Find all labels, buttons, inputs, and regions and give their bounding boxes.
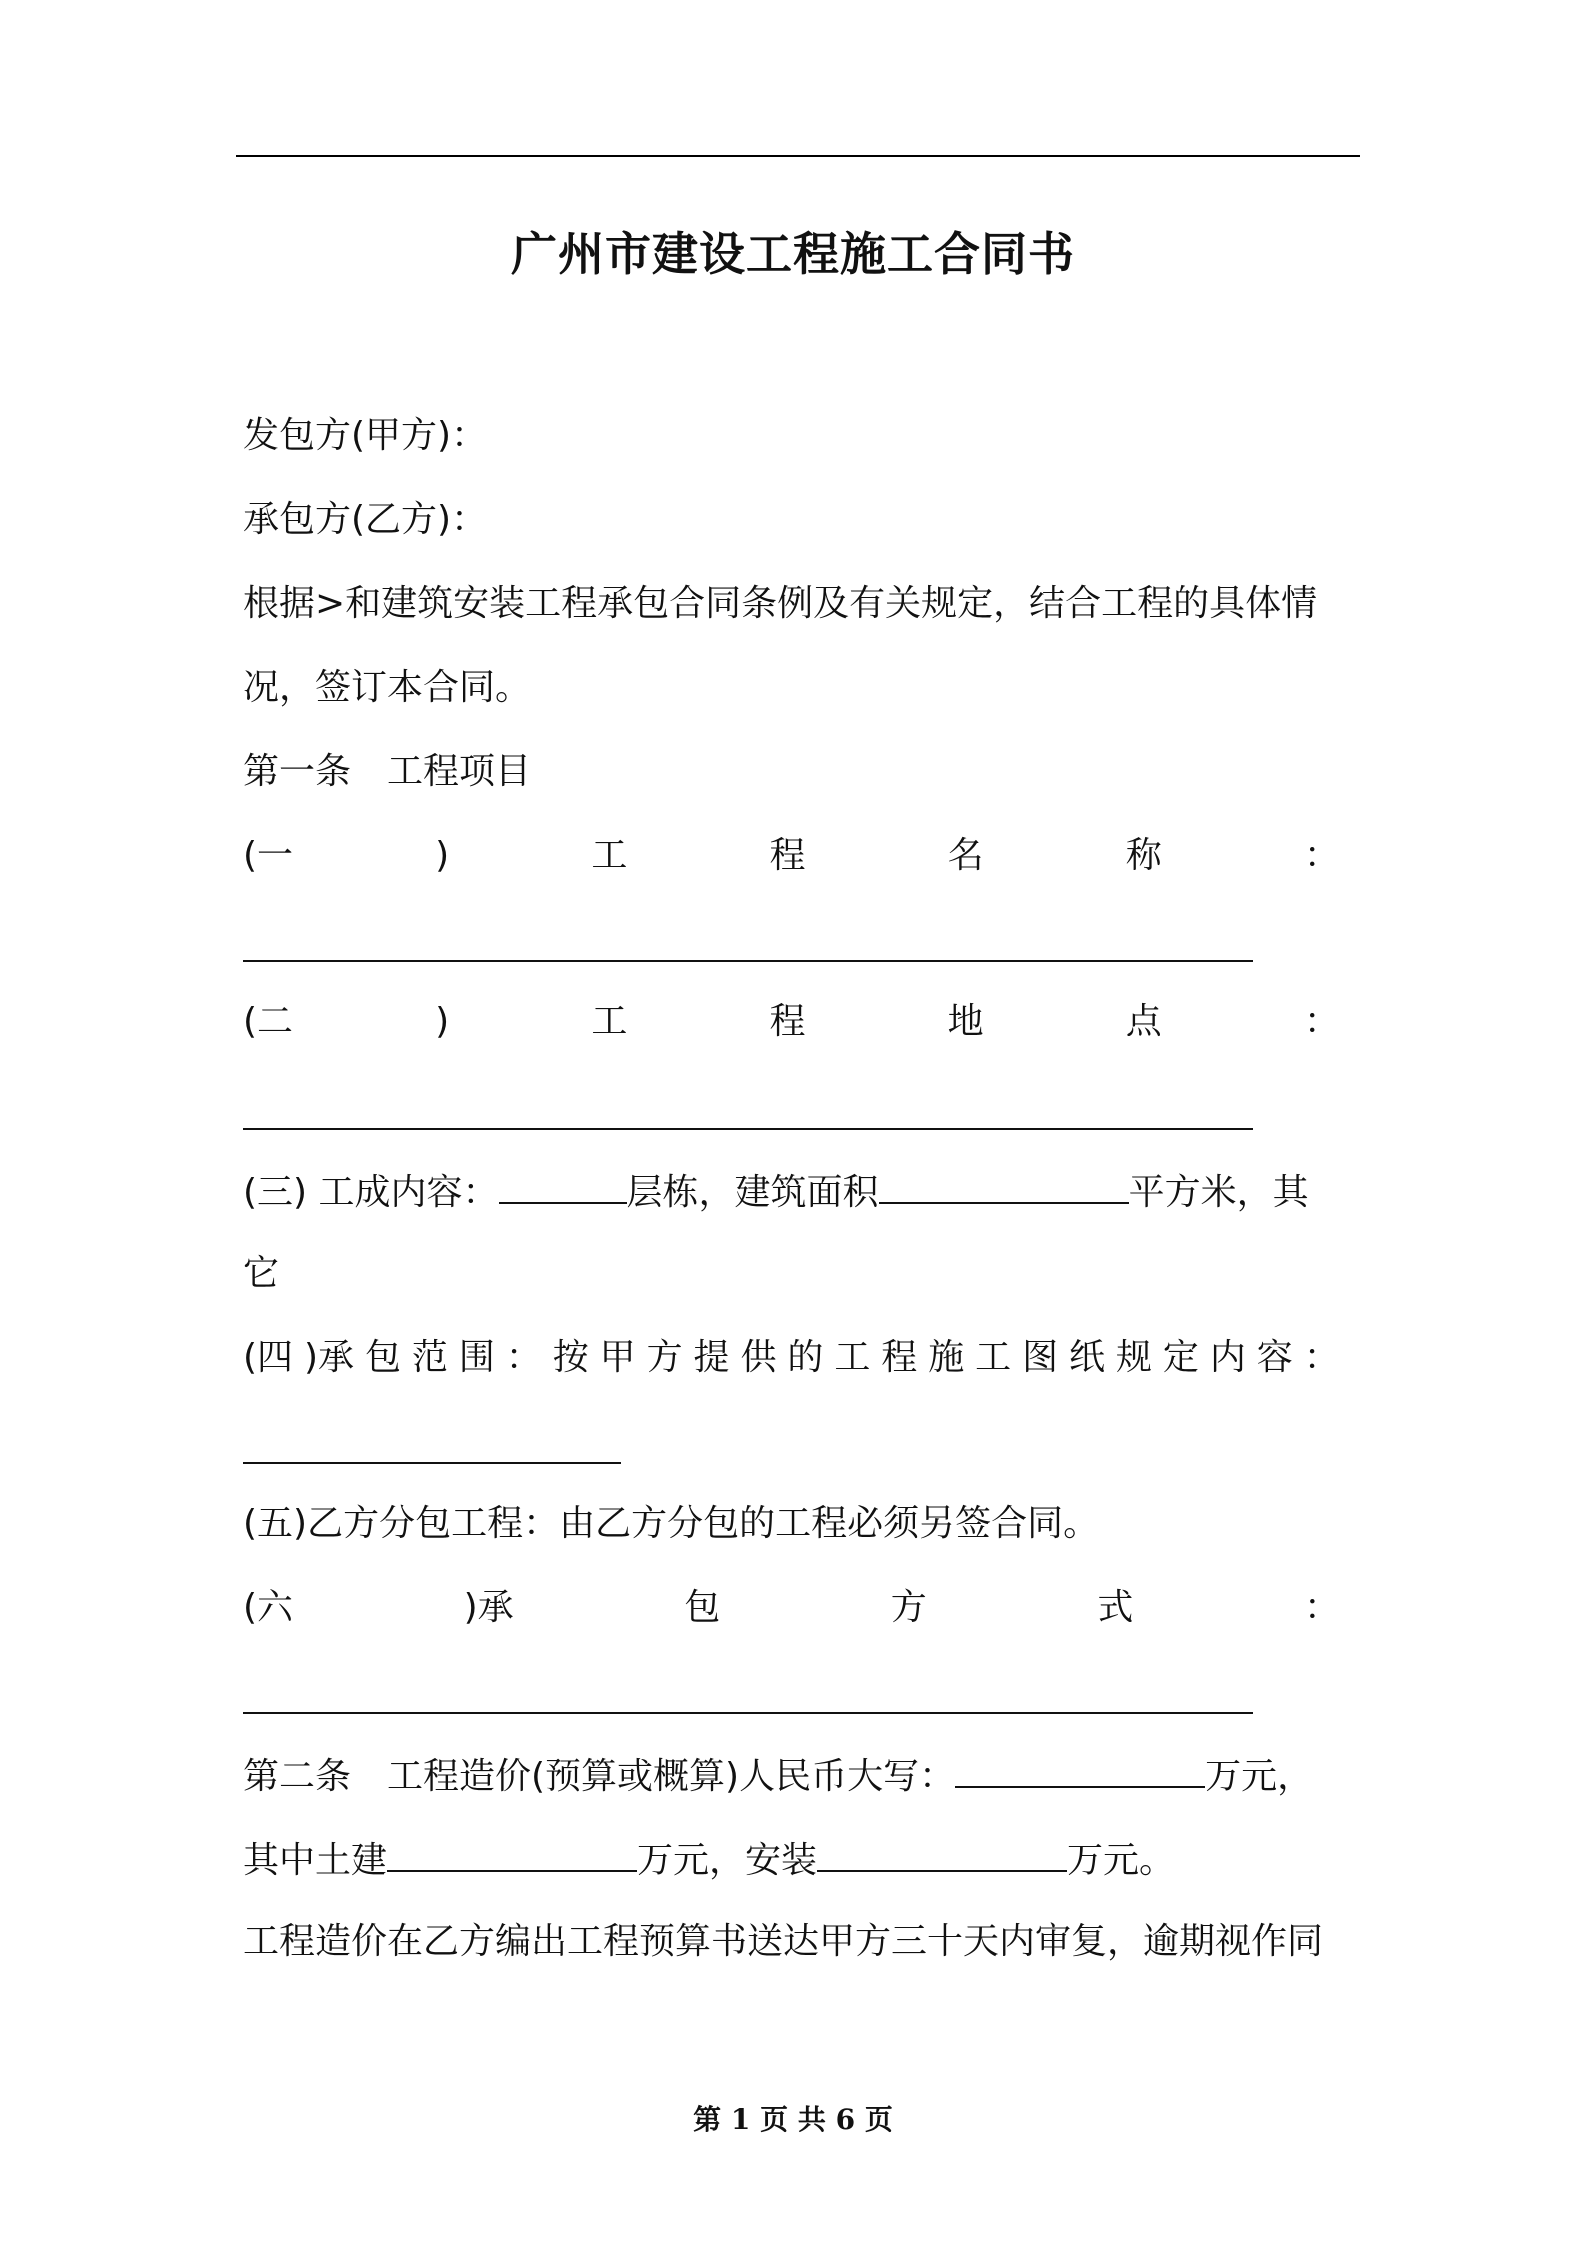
item-4-scope: (四 )承 包 范 围 ： 按 甲 方 提 供 的 工 程 施 工 图 纸 规 定 内 容 ： xyxy=(243,1337,1340,1378)
item-3-content: (三) 工成内容： 层栋，建筑面积 平方米，其 xyxy=(243,1168,1309,1215)
contract-mode-blank[interactable] xyxy=(243,1712,1253,1714)
header-rule xyxy=(236,155,1360,157)
party-a-line: 发包方(甲方)： xyxy=(243,415,488,456)
article-1-heading: 第一条 工程项目 xyxy=(243,751,532,792)
item-2-project-location: (二 ) 工 程 地 点 ： xyxy=(243,1001,1340,1042)
area-blank[interactable] xyxy=(879,1168,1129,1204)
article-2-cost: 第二条 工程造价(预算或概算)人民币大写： 万元， xyxy=(243,1752,1313,1799)
total-cost-blank[interactable] xyxy=(955,1752,1205,1788)
party-b-line: 承包方(乙方)： xyxy=(243,499,488,540)
review-clause: 工程造价在乙方编出工程预算书送达甲方三十天内审复，逾期视作同 xyxy=(243,1921,1324,1962)
project-location-blank[interactable] xyxy=(243,1128,1253,1130)
project-name-blank[interactable] xyxy=(243,960,1253,962)
basis-line-2: 况，签订本合同。 xyxy=(243,667,532,708)
page-footer: 第 1 页 共 6 页 xyxy=(693,2103,893,2136)
item-5-subcontract: (五)乙方分包工程：由乙方分包的工程必须另签合同。 xyxy=(243,1503,1100,1544)
article-2-breakdown: 其中土建 万元，安装 万元。 xyxy=(243,1836,1175,1883)
install-cost-blank[interactable] xyxy=(817,1836,1067,1872)
page-title: 广州市建设工程施工合同书 xyxy=(511,227,1075,281)
item-3-continuation: 它 xyxy=(243,1253,280,1294)
item-1-project-name: (一 ) 工 程 名 称 ： xyxy=(243,835,1340,876)
floors-blank[interactable] xyxy=(499,1168,627,1204)
scope-blank[interactable] xyxy=(243,1462,621,1464)
basis-line-1: 根据>和建筑安装工程承包合同条例及有关规定，结合工程的具体情 xyxy=(243,583,1318,624)
civil-cost-blank[interactable] xyxy=(387,1836,637,1872)
item-6-contract-mode: (六 )承 包 方 式 ： xyxy=(243,1587,1340,1628)
